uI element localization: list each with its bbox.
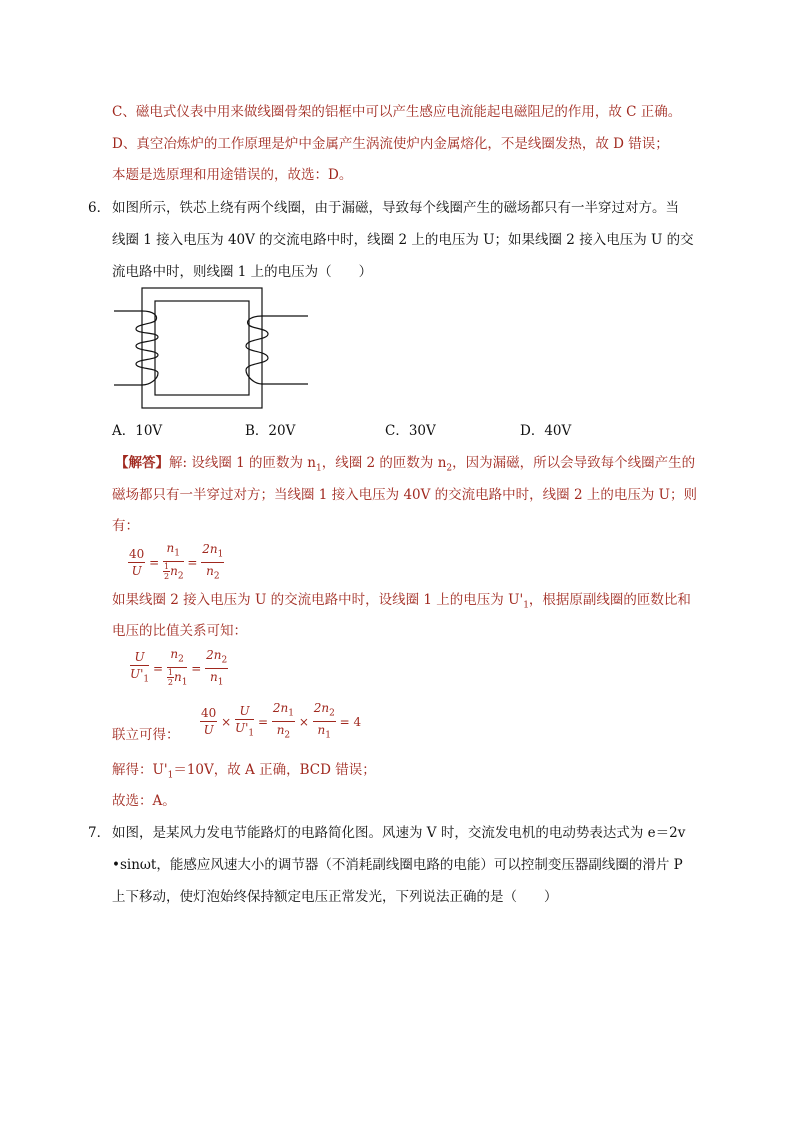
q6-solve-line: 解得：$U'_1=10V$，故 A 正确，BCD 错误； [112, 762, 376, 781]
q6-option-c[interactable]: C．30V [385, 423, 436, 439]
q6-answer-line-5: 电压的比值关系可知： [112, 623, 247, 639]
q6-choose-line: 故选：A。 [112, 793, 176, 809]
prev-solution-conclusion: 本题是选原理和用途错误的，故选：D。 [112, 167, 353, 183]
answer-text-1b: ，线圈 2 的匝数为 n [321, 455, 447, 471]
coil-2 [246, 316, 308, 384]
q6-option-d[interactable]: D．40V [520, 423, 572, 439]
q6-stem-line-1: 如图所示，铁芯上绕有两个线圈，由于漏磁，导致每个线圈产生的磁场都只有一半穿过对方。当 [112, 200, 679, 216]
q7-stem-line-1: 如图，是某风力发电节能路灯的电路简化图。风速为 V 时，交流发电机的电动势表达式为 e＝2v [112, 825, 686, 841]
formula-1: $\frac{40}{U}$ = $n_1$ $\frac{1}{2}$ $n_2$ = $\frac{2n_1}{n_2}$ [129, 541, 224, 582]
q7-stem-line-3: 上下移动，使灯泡始终保持额定电压正常发光，下列说法正确的是（ ） [112, 889, 558, 905]
q6-answer-line-1 [115, 454, 695, 478]
formula-3: $\frac{40}{U}$ × $\frac{U}{U'_1}$ = $\frac{2n_1}{n_2}$ × $\frac{2n_2}{n_1}$ = 4 [201, 701, 362, 741]
q6-number: 6． [88, 200, 111, 216]
q6-stem-line-2: 线圈 1 接入电压为 40V 的交流电路中时，线圈 2 上的电压为 U；如果线圈 2 接入电压为 U 的交 [112, 232, 694, 248]
answer-sub-n2: 2 [446, 463, 453, 474]
q6-option-a[interactable]: A．10V [112, 423, 163, 439]
iron-core-outer [142, 288, 262, 408]
transformer-diagram [112, 284, 312, 412]
q6-answer-line-2: 磁场都只有一半穿过对方；当线圈 1 接入电压为 40V 的交流电路中时，线圈 2 上的电压为 U；则 [112, 487, 698, 503]
prev-solution-line-d: D、真空冶炼炉的工作原理是炉中金属产生涡流使炉内金属熔化，不是线圈发热，故 D 错误； [112, 136, 669, 152]
q6-option-b[interactable]: B．20V [245, 423, 296, 439]
q6-answer-line-3: 有： [112, 518, 139, 534]
iron-core-inner [155, 301, 249, 395]
prev-solution-line-c: C、磁电式仪表中用来做线圈骨架的铝框中可以产生感应电流能起电磁阻尼的作用，故 C 正确。 [112, 104, 682, 120]
answer-tag: 【解答】 [115, 455, 169, 471]
formula-2: $\frac{U}{U'_1}$ = $n_2$ $\frac{1}{2}$ $n_1$ = $\frac{2n_2}{n_1}$ [130, 647, 228, 688]
q6-answer-line-4: 如果线圈 2 接入电压为 U 的交流电路中时，设线圈 1 上的电压为 $U'_1$，根据原副线圈的匝数比和 [112, 592, 691, 611]
combine-label: 联立可得： [112, 727, 180, 743]
q6-stem-line-3: 流电路中时，则线圈 1 上的电压为（ ） [112, 264, 373, 280]
coil-1 [114, 311, 158, 385]
q7-stem-line-2: •sinωt，能感应风速大小的调节器（不消耗副线圈电路的电能）可以控制变压器副线圈的滑片 P [112, 857, 683, 873]
answer-text-1c: ，因为漏磁，所以会导致每个线圈产生的 [452, 455, 696, 471]
answer-sub-n1: 1 [316, 463, 322, 474]
q7-number: 7． [88, 825, 111, 841]
answer-text-1a: 解: 设线圈 1 的匝数为 n [169, 455, 316, 471]
